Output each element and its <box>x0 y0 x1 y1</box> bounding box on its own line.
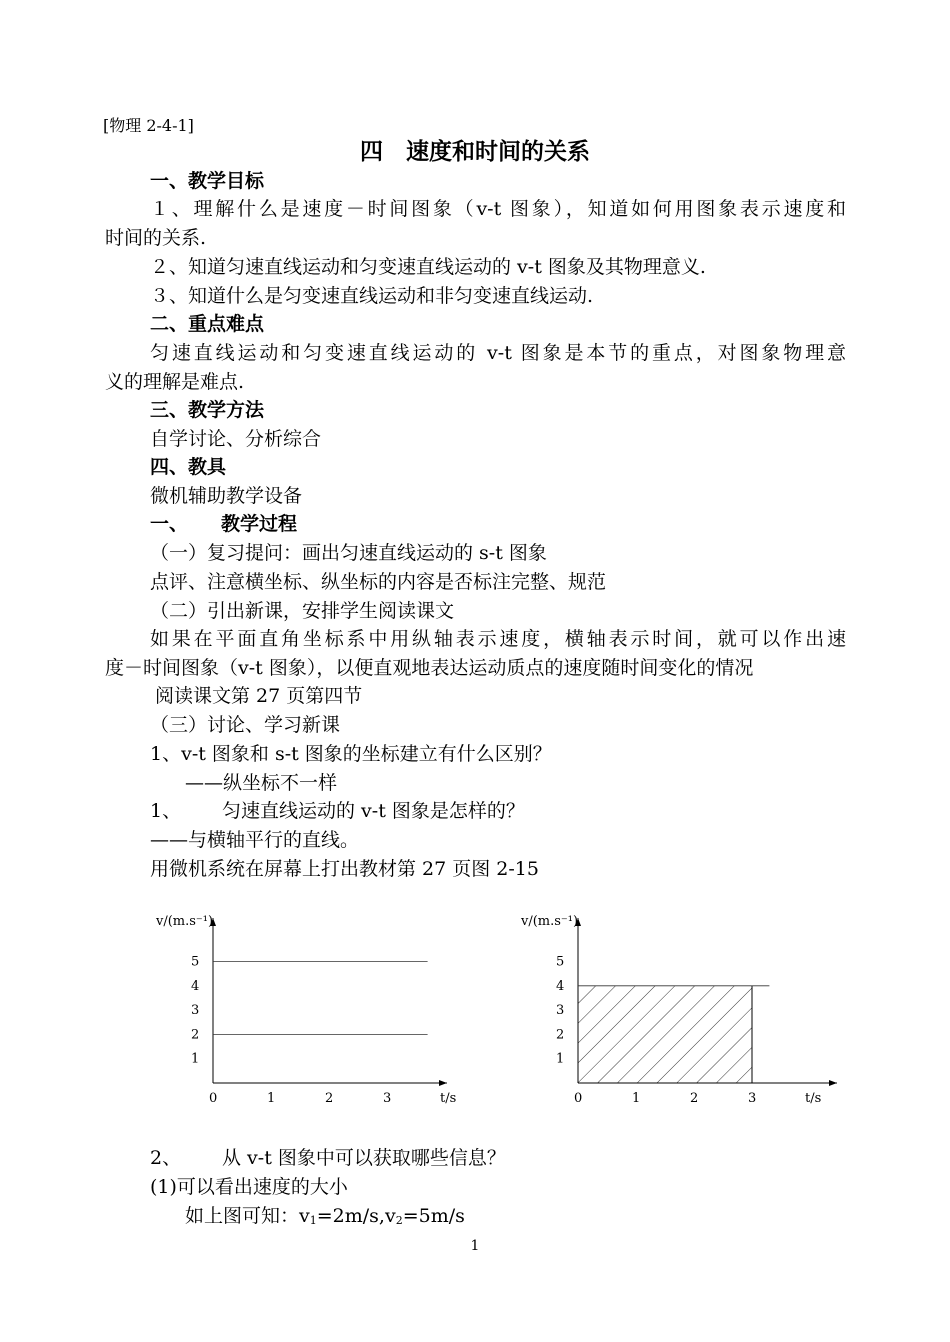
definition-line-1: 如果在平面直角坐标系中用纵轴表示速度，横轴表示时间，就可以作出速 <box>150 628 846 650</box>
y-tick-label: 5 <box>556 954 565 970</box>
y-axis-label: v/(m.s⁻¹) <box>156 914 214 929</box>
y-tick-label: 3 <box>556 1003 565 1019</box>
key-points-line-2: 义的理解是难点. <box>105 371 245 393</box>
x-tick-label: 0 <box>209 1091 218 1106</box>
header-tag: [物理 2-4-1] <box>103 116 194 135</box>
methods-text: 自学讨论、分析综合 <box>150 428 322 450</box>
x-tick-label: 0 <box>574 1091 583 1106</box>
y-tick-label: 1 <box>191 1051 200 1067</box>
y-tick-label: 1 <box>556 1051 565 1067</box>
chart-uniform-motion-2 <box>505 898 845 1118</box>
process-discussion: （三）讨论、学习新课 <box>150 714 341 736</box>
x-tick-label: 1 <box>267 1091 276 1106</box>
shaded-region <box>578 986 752 1083</box>
section-heading-tools: 四、教具 <box>150 456 227 478</box>
v1-symbol: v <box>299 1205 310 1227</box>
y-tick-label: 3 <box>191 1003 200 1019</box>
definition-line-2: 度－时间图象（v-t 图象），以便直观地表达运动质点的速度随时间变化的情况 <box>105 657 754 679</box>
section-heading-methods: 三、教学方法 <box>150 399 265 421</box>
key-points-line-1: 匀速直线运动和匀变速直线运动的 v-t 图象是本节的重点，对图象物理意 <box>150 342 846 364</box>
y-tick-label: 2 <box>556 1027 565 1043</box>
page-title: 四 速度和时间的关系 <box>360 139 590 165</box>
example-prefix: 如上图可知： <box>185 1205 300 1227</box>
process-introduce: （二）引出新课，安排学生阅读课文 <box>150 600 455 622</box>
section-number-process: 一、 <box>150 513 189 535</box>
y-tick-label: 4 <box>556 978 565 994</box>
question-2: 匀速直线运动的 v-t 图象是怎样的？ <box>222 800 525 822</box>
y-axis-label: v/(m.s⁻¹) <box>521 914 579 929</box>
tools-text: 微机辅助教学设备 <box>150 485 303 507</box>
y-tick-label: 4 <box>191 978 200 994</box>
x-tick-labels <box>574 1091 756 1106</box>
section-heading-process: 教学过程 <box>221 513 298 535</box>
objective-1-line-1: １、理解什么是速度－时间图象（v-t 图象），知道如何用图象表示速度和 <box>150 198 846 220</box>
x-tick-label: 3 <box>748 1091 757 1106</box>
section-heading-key-points: 二、重点难点 <box>150 313 265 335</box>
reading-assignment: 阅读课文第 27 页第四节 <box>155 685 363 707</box>
x-tick-label: 3 <box>383 1091 392 1106</box>
x-axis-label: t/s <box>805 1091 822 1106</box>
info-1-example <box>185 1204 465 1233</box>
question-2-number: 1、 <box>150 800 182 822</box>
v1-value: =2m/s, <box>316 1205 385 1227</box>
v2-value: =5m/s <box>402 1205 465 1227</box>
series-lines <box>213 962 428 1035</box>
objective-2: ２、知道匀速直线运动和匀变速直线运动的 v-t 图象及其物理意义. <box>150 256 706 278</box>
x-tick-labels <box>209 1091 391 1106</box>
y-tick-labels <box>191 955 199 1067</box>
answer-2: ——与横轴平行的直线。 <box>150 829 360 851</box>
x-tick-label: 1 <box>632 1091 641 1106</box>
x-axis-label: t/s <box>440 1091 457 1106</box>
y-tick-label: 2 <box>191 1027 200 1043</box>
y-tick-labels <box>556 955 564 1067</box>
question-3-number: 2、 <box>150 1147 182 1169</box>
x-axis-arrow <box>439 1080 447 1086</box>
objective-1-line-2: 时间的关系. <box>105 227 207 249</box>
section-heading-objectives: 一、教学目标 <box>150 170 265 192</box>
info-1: (1)可以看出速度的大小 <box>150 1176 348 1198</box>
page-number: 1 <box>470 1238 480 1254</box>
question-1: 1、v-t 图象和 s-t 图象的坐标建立有什么区别？ <box>150 743 552 765</box>
shaded-area <box>578 986 752 1083</box>
v2-subscript: 2 <box>395 1214 403 1227</box>
v2-symbol: v <box>384 1205 396 1227</box>
figure-instruction: 用微机系统在屏幕上打出教材第 27 页图 2-15 <box>150 858 539 880</box>
y-tick-label: 5 <box>191 954 200 970</box>
question-3: 从 v-t 图象中可以获取哪些信息？ <box>222 1147 506 1169</box>
x-axis-arrow <box>829 1080 837 1086</box>
answer-1: ——纵坐标不一样 <box>185 772 338 794</box>
process-review: （一）复习提问：画出匀速直线运动的 s-t 图象 <box>150 542 547 564</box>
chart-uniform-motion-1 <box>140 898 480 1118</box>
x-tick-label: 2 <box>690 1091 699 1106</box>
process-comment: 点评、注意横坐标、纵坐标的内容是否标注完整、规范 <box>150 571 607 593</box>
v1-subscript: 1 <box>309 1214 317 1227</box>
objective-3: ３、知道什么是匀变速直线运动和非匀变速直线运动. <box>150 285 594 307</box>
x-tick-label: 2 <box>325 1091 334 1106</box>
